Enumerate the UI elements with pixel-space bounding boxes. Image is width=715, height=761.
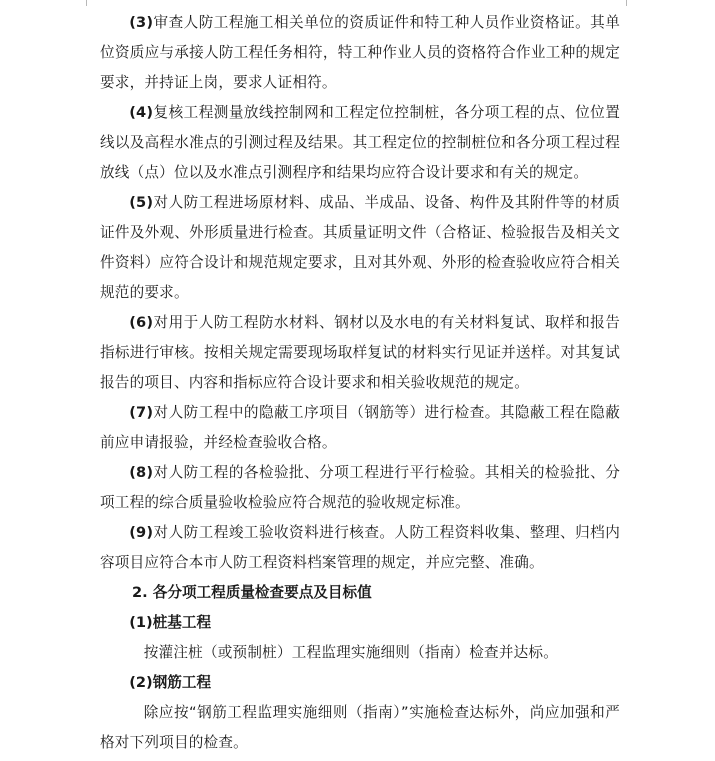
subsection-heading-rebar	[100, 668, 620, 698]
item-number: (6)	[129, 314, 154, 331]
paragraph-rebar: 除应按“钢筋工程监理实施细则（指南）”实施检查达标外，尚应加强和严格对下列项目的检查。	[100, 704, 620, 751]
paragraph-item-9	[100, 518, 620, 578]
item-number: (9)	[129, 524, 154, 541]
paragraph-item-4	[100, 98, 620, 188]
subsection-number: (1)	[129, 614, 153, 631]
item-number: (8)	[129, 464, 154, 481]
crop-mark-right	[626, 0, 627, 6]
item-text: 对用于人防工程防水材料、钢材以及水电的有关材料复试、取样和报告指标进行审核。按相关规定需要现场取样复试的材料实行见证并送样。对其复试报告的项目、内容和指标应符合设计要求和相关验收规范的规定。	[100, 314, 620, 391]
item-text: 复核工程测量放线控制网和工程定位控制桩，各分项工程的点、位位置线以及高程水准点的引测过程及结果。其工程定位的控制桩位和各分项工程过程放线（点）位以及水准点引测程序和结果均应符合设计要求和有关的规定。	[100, 104, 620, 181]
item-text: 对人防工程进场原材料、成品、半成品、设备、构件及其附件等的材质证件及外观、外形质量进行检查。其质量证明文件（合格证、检验报告及相关文件资料）应符合设计和规范规定要求，且对其外观、外形的检查验收应符合相关规范的要求。	[100, 194, 620, 301]
paragraph-item-7	[100, 398, 620, 458]
subsection-number: (2)	[129, 674, 153, 691]
section-heading: 2. 各分项工程质量检查要点及目标值	[132, 584, 372, 601]
paragraph-item-6	[100, 308, 620, 398]
item-number: (5)	[129, 194, 154, 211]
paragraph-item-5	[100, 188, 620, 308]
paragraph-pile: 按灌注桩（或预制桩）工程监理实施细则（指南）检查并达标。	[143, 644, 559, 661]
subsection-heading-pile	[100, 608, 620, 638]
item-number: (4)	[129, 104, 154, 121]
item-text: 对人防工程的各检验批、分项工程进行平行检验。其相关的检验批、分项工程的综合质量验收检验应符合规范的验收规定标准。	[100, 464, 620, 511]
item-number: (3)	[129, 14, 154, 31]
item-text: 对人防工程竣工验收资料进行核查。人防工程资料收集、整理、归档内容项目应符合本市人防工程资料档案管理的规定，并应完整、准确。	[100, 524, 620, 571]
subsection-title: 钢筋工程	[152, 674, 212, 691]
item-text: 审查人防工程施工相关单位的资质证件和特工种人员作业资格证。其单位资质应与承接人防工程任务相符，特工种作业人员的资格符合作业工种的规定要求，并持证上岗，要求人证相符。	[100, 14, 620, 91]
subsection-title: 桩基工程	[152, 614, 212, 631]
crop-mark-left	[86, 0, 87, 6]
item-text: 对人防工程中的隐蔽工序项目（钢筋等）进行检查。其隐蔽工程在隐蔽前应申请报验，并经检查验收合格。	[100, 404, 620, 451]
paragraph-item-3	[100, 8, 620, 98]
item-number: (7)	[129, 404, 154, 421]
document-body	[100, 8, 620, 758]
paragraph-item-8	[100, 458, 620, 518]
